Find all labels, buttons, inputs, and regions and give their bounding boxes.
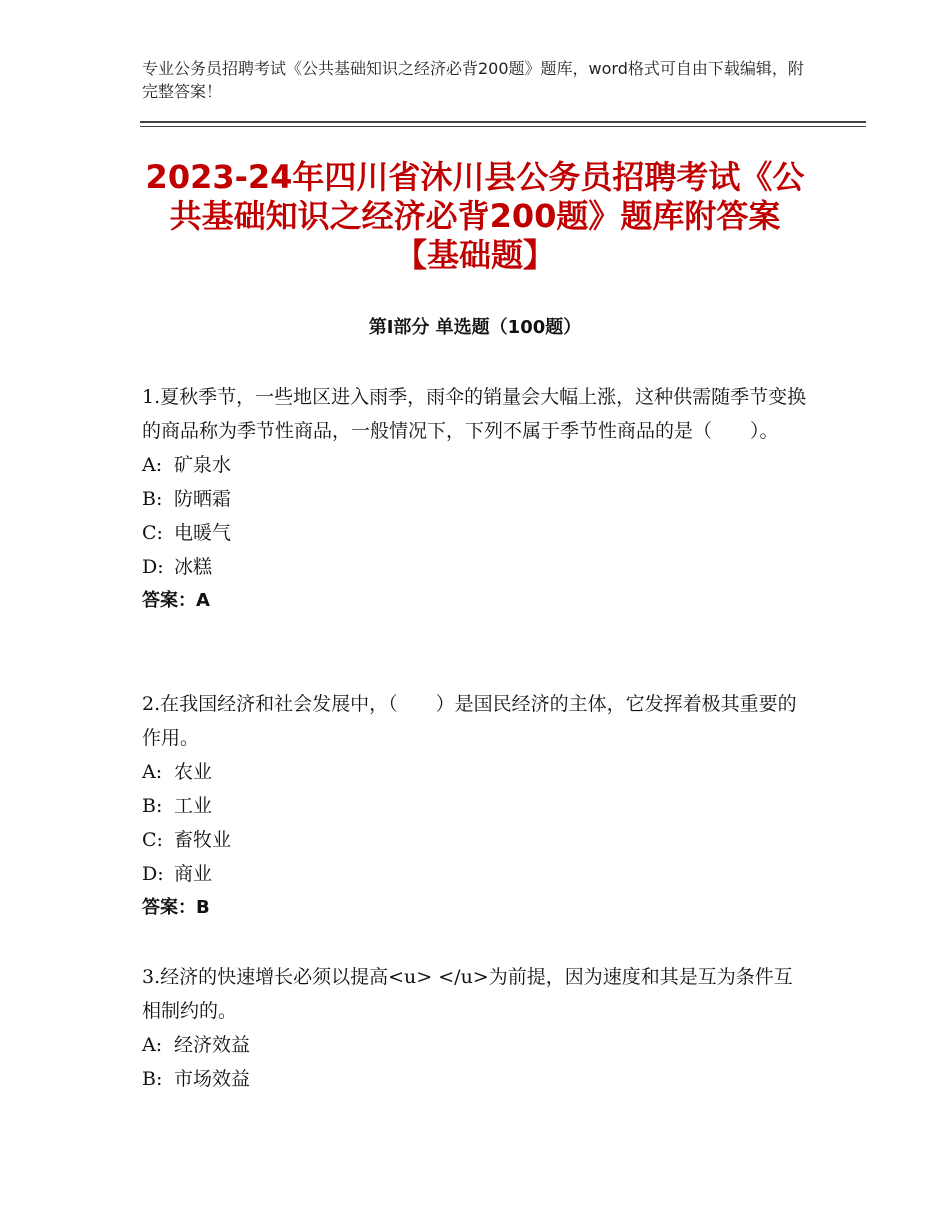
header-divider-thin (140, 126, 866, 127)
document-title: 2023-24年四川省沐川县公务员招聘考试《公共基础知识之经济必背200题》题库附答案【基础题】 (145, 158, 805, 274)
option-a (142, 448, 807, 482)
option-letter: B: (142, 488, 163, 510)
option-d (142, 857, 807, 891)
question-2 (142, 687, 807, 925)
option-letter: C: (142, 522, 163, 544)
header-divider-thick (140, 121, 866, 123)
option-letter: A: (142, 1034, 163, 1056)
option-text: 防晒霜 (174, 488, 232, 510)
option-text: 矿泉水 (174, 454, 232, 476)
option-text: 电暖气 (174, 522, 232, 544)
option-text: 商业 (174, 863, 213, 885)
option-b (142, 482, 807, 516)
header-note: 专业公务员招聘考试《公共基础知识之经济必背200题》题库，word格式可自由下载编辑，附完整答案！ (142, 59, 804, 101)
question-stem: 2.在我国经济和社会发展中，（ ）是国民经济的主体，它发挥着极其重要的作用。 (142, 693, 797, 749)
option-c (142, 823, 807, 857)
option-a (142, 755, 807, 789)
answer-label: 答案：A (142, 590, 210, 611)
option-letter: D: (142, 863, 164, 885)
section-heading: 第I部分 单选题（100题） (368, 317, 582, 338)
question-1 (142, 380, 807, 618)
option-text: 农业 (174, 761, 213, 783)
option-d (142, 550, 807, 584)
answer-label: 答案：B (142, 897, 210, 918)
option-text: 经济效益 (174, 1034, 251, 1056)
option-letter: A: (142, 454, 163, 476)
option-letter: B: (142, 795, 163, 817)
question-3 (142, 960, 807, 1096)
question-stem: 1.夏秋季节，一些地区进入雨季，雨伞的销量会大幅上涨，这种供需随季节变换的商品称为季节性商品，一般情况下，下列不属于季节性商品的是（ ）。 (142, 386, 807, 442)
option-text: 工业 (174, 795, 213, 817)
option-text: 市场效益 (174, 1068, 251, 1090)
option-c (142, 516, 807, 550)
option-letter: D: (142, 556, 164, 578)
option-a (142, 1028, 807, 1062)
question-stem: 3.经济的快速增长必须以提高<u> </u>为前提，因为速度和其是互为条件互相制约的。 (142, 966, 793, 1022)
option-b (142, 789, 807, 823)
option-letter: C: (142, 829, 163, 851)
option-letter: A: (142, 761, 163, 783)
option-text: 畜牧业 (174, 829, 232, 851)
option-b (142, 1062, 807, 1096)
option-letter: B: (142, 1068, 163, 1090)
option-text: 冰糕 (174, 556, 213, 578)
